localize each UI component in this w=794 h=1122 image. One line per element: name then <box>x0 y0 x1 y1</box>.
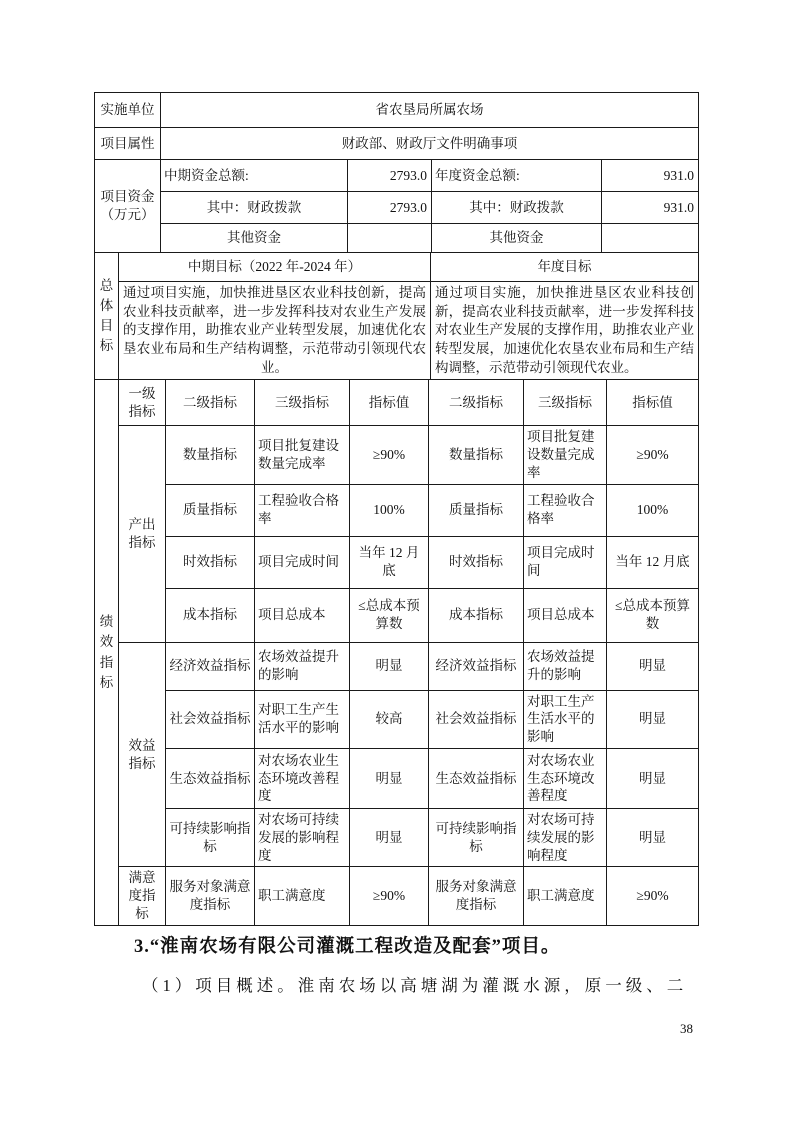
performance-indicator-label: 绩效指标 <box>95 380 119 926</box>
funding-mid-other-value <box>348 224 432 253</box>
indicator-cell: ≤总成本预算数 <box>607 588 699 642</box>
indicator-cell: 成本指标 <box>166 588 255 642</box>
indicator-cell: 社会效益指标 <box>429 690 524 748</box>
implementing-unit-label: 实施单位 <box>95 93 161 128</box>
indicator-header-level3-annual: 三级指标 <box>524 380 607 426</box>
funding-annual-fiscal-value: 931.0 <box>602 192 699 224</box>
indicator-cell: 明显 <box>607 749 699 809</box>
indicator-cell: 可持续影响指标 <box>429 809 524 867</box>
funding-mid-fiscal-label: 其中：财政拨款 <box>161 192 348 224</box>
indicator-cell: 对农场可持续发展的影响程度 <box>255 809 350 867</box>
funding-mid-total-value: 2793.0 <box>348 160 432 192</box>
group-satisfaction-label: 满意度指标 <box>119 867 166 925</box>
group-output-label: 产出指标 <box>119 426 166 642</box>
indicator-cell: ≤总成本预算数 <box>350 588 429 642</box>
implementing-unit-value: 省农垦局所属农场 <box>161 93 699 128</box>
indicator-cell: 项目总成本 <box>255 588 350 642</box>
page-number: 38 <box>680 1021 693 1036</box>
indicator-cell: 项目批复建设数量完成率 <box>255 426 350 484</box>
project-info-table <box>94 92 699 253</box>
funding-annual-total-value: 931.0 <box>602 160 699 192</box>
indicator-cell: 可持续影响指标 <box>166 809 255 867</box>
project-attribute-label: 项目属性 <box>95 128 161 160</box>
indicator-cell: 对农场农业生态环境改善程度 <box>255 749 350 809</box>
indicator-header-level3: 三级指标 <box>255 380 350 426</box>
project-summary-table <box>94 92 700 926</box>
indicator-cell: 经济效益指标 <box>166 642 255 690</box>
funding-annual-other-label: 其他资金 <box>432 224 602 253</box>
indicator-cell: 明显 <box>607 690 699 748</box>
indicator-cell: 项目总成本 <box>524 588 607 642</box>
body-paragraph: （1）项目概述。淮南农场以高塘湖为灌溉水源，原一级、二 <box>142 976 688 995</box>
performance-indicator-table <box>94 379 699 926</box>
overall-goal-table <box>94 252 699 380</box>
funding-mid-fiscal-value: 2793.0 <box>348 192 432 224</box>
indicator-cell: 明显 <box>607 809 699 867</box>
indicator-cell: 质量指标 <box>429 484 524 536</box>
indicator-header-level1: 一级指标 <box>119 380 166 426</box>
funding-annual-total-label: 年度资金总额: <box>432 160 602 192</box>
indicator-header-level2: 二级指标 <box>166 380 255 426</box>
indicator-cell: 数量指标 <box>429 426 524 484</box>
indicator-cell: 对职工生产生活水平的影响 <box>255 690 350 748</box>
indicator-cell: 当年 12 月底 <box>607 536 699 588</box>
indicator-cell: 工程验收合格率 <box>255 484 350 536</box>
indicator-cell: 职工满意度 <box>524 867 607 925</box>
indicator-cell: 服务对象满意度指标 <box>429 867 524 925</box>
funding-annual-fiscal-label: 其中：财政拨款 <box>432 192 602 224</box>
mid-goal-text: 通过项目实施，加快推进垦区农业科技创新，提高农业科技贡献率，进一步发挥科技对农业生产发展的支撑作用，助推农业产业转型发展，加速优化农垦农业布局和生产结构调整，示范带动引领现代农业。 <box>119 282 431 380</box>
indicator-header-level2-annual: 二级指标 <box>429 380 524 426</box>
indicator-cell: 质量指标 <box>166 484 255 536</box>
indicator-cell: 社会效益指标 <box>166 690 255 748</box>
indicator-cell: 100% <box>350 484 429 536</box>
indicator-cell: 当年 12 月底 <box>350 536 429 588</box>
indicator-cell: 时效指标 <box>166 536 255 588</box>
indicator-header-value: 指标值 <box>350 380 429 426</box>
funding-mid-total-label: 中期资金总额: <box>161 160 348 192</box>
indicator-cell: ≥90% <box>350 867 429 925</box>
indicator-cell: 成本指标 <box>429 588 524 642</box>
indicator-cell: 项目完成时间 <box>524 536 607 588</box>
indicator-cell: 明显 <box>350 642 429 690</box>
indicator-header-value-annual: 指标值 <box>607 380 699 426</box>
indicator-cell: 明显 <box>350 809 429 867</box>
indicator-cell: 服务对象满意度指标 <box>166 867 255 925</box>
project-attribute-value: 财政部、财政厅文件明确事项 <box>161 128 699 160</box>
indicator-cell: 时效指标 <box>429 536 524 588</box>
indicator-cell: 农场效益提升的影响 <box>255 642 350 690</box>
indicator-cell: 明显 <box>607 642 699 690</box>
indicator-cell: ≥90% <box>350 426 429 484</box>
indicator-cell: 项目批复建设数量完成率 <box>524 426 607 484</box>
indicator-cell: ≥90% <box>607 426 699 484</box>
indicator-cell: 职工满意度 <box>255 867 350 925</box>
mid-goal-header: 中期目标（2022 年-2024 年） <box>119 253 431 282</box>
funding-annual-other-value <box>602 224 699 253</box>
indicator-cell: 生态效益指标 <box>166 749 255 809</box>
overall-goal-label: 总体目标 <box>95 253 119 380</box>
funding-label: 项目资金（万元） <box>95 160 161 253</box>
indicator-cell: 生态效益指标 <box>429 749 524 809</box>
indicator-cell: 100% <box>607 484 699 536</box>
indicator-cell: 数量指标 <box>166 426 255 484</box>
indicator-cell: ≥90% <box>607 867 699 925</box>
indicator-cell: 工程验收合格率 <box>524 484 607 536</box>
indicator-cell: 对农场农业生态环境改善程度 <box>524 749 607 809</box>
indicator-cell: 明显 <box>350 749 429 809</box>
indicator-cell: 经济效益指标 <box>429 642 524 690</box>
group-benefit-label: 效益指标 <box>119 642 166 867</box>
indicator-cell: 较高 <box>350 690 429 748</box>
indicator-cell: 农场效益提升的影响 <box>524 642 607 690</box>
indicator-cell: 对职工生产生活水平的影响 <box>524 690 607 748</box>
section-heading: 3.“淮南农场有限公司灌溉工程改造及配套”项目。 <box>134 937 561 957</box>
annual-goal-text: 通过项目实施，加快推进垦区农业科技创新，提高农业科技贡献率，进一步发挥科技对农业生产发展的支撑作用，助推农业产业转型发展，加速优化农垦农业布局和生产结构调整，示范带动引领现代农业。 <box>431 282 699 380</box>
funding-mid-other-label: 其他资金 <box>161 224 348 253</box>
indicator-cell: 项目完成时间 <box>255 536 350 588</box>
annual-goal-header: 年度目标 <box>431 253 699 282</box>
indicator-cell: 对农场可持续发展的影响程度 <box>524 809 607 867</box>
